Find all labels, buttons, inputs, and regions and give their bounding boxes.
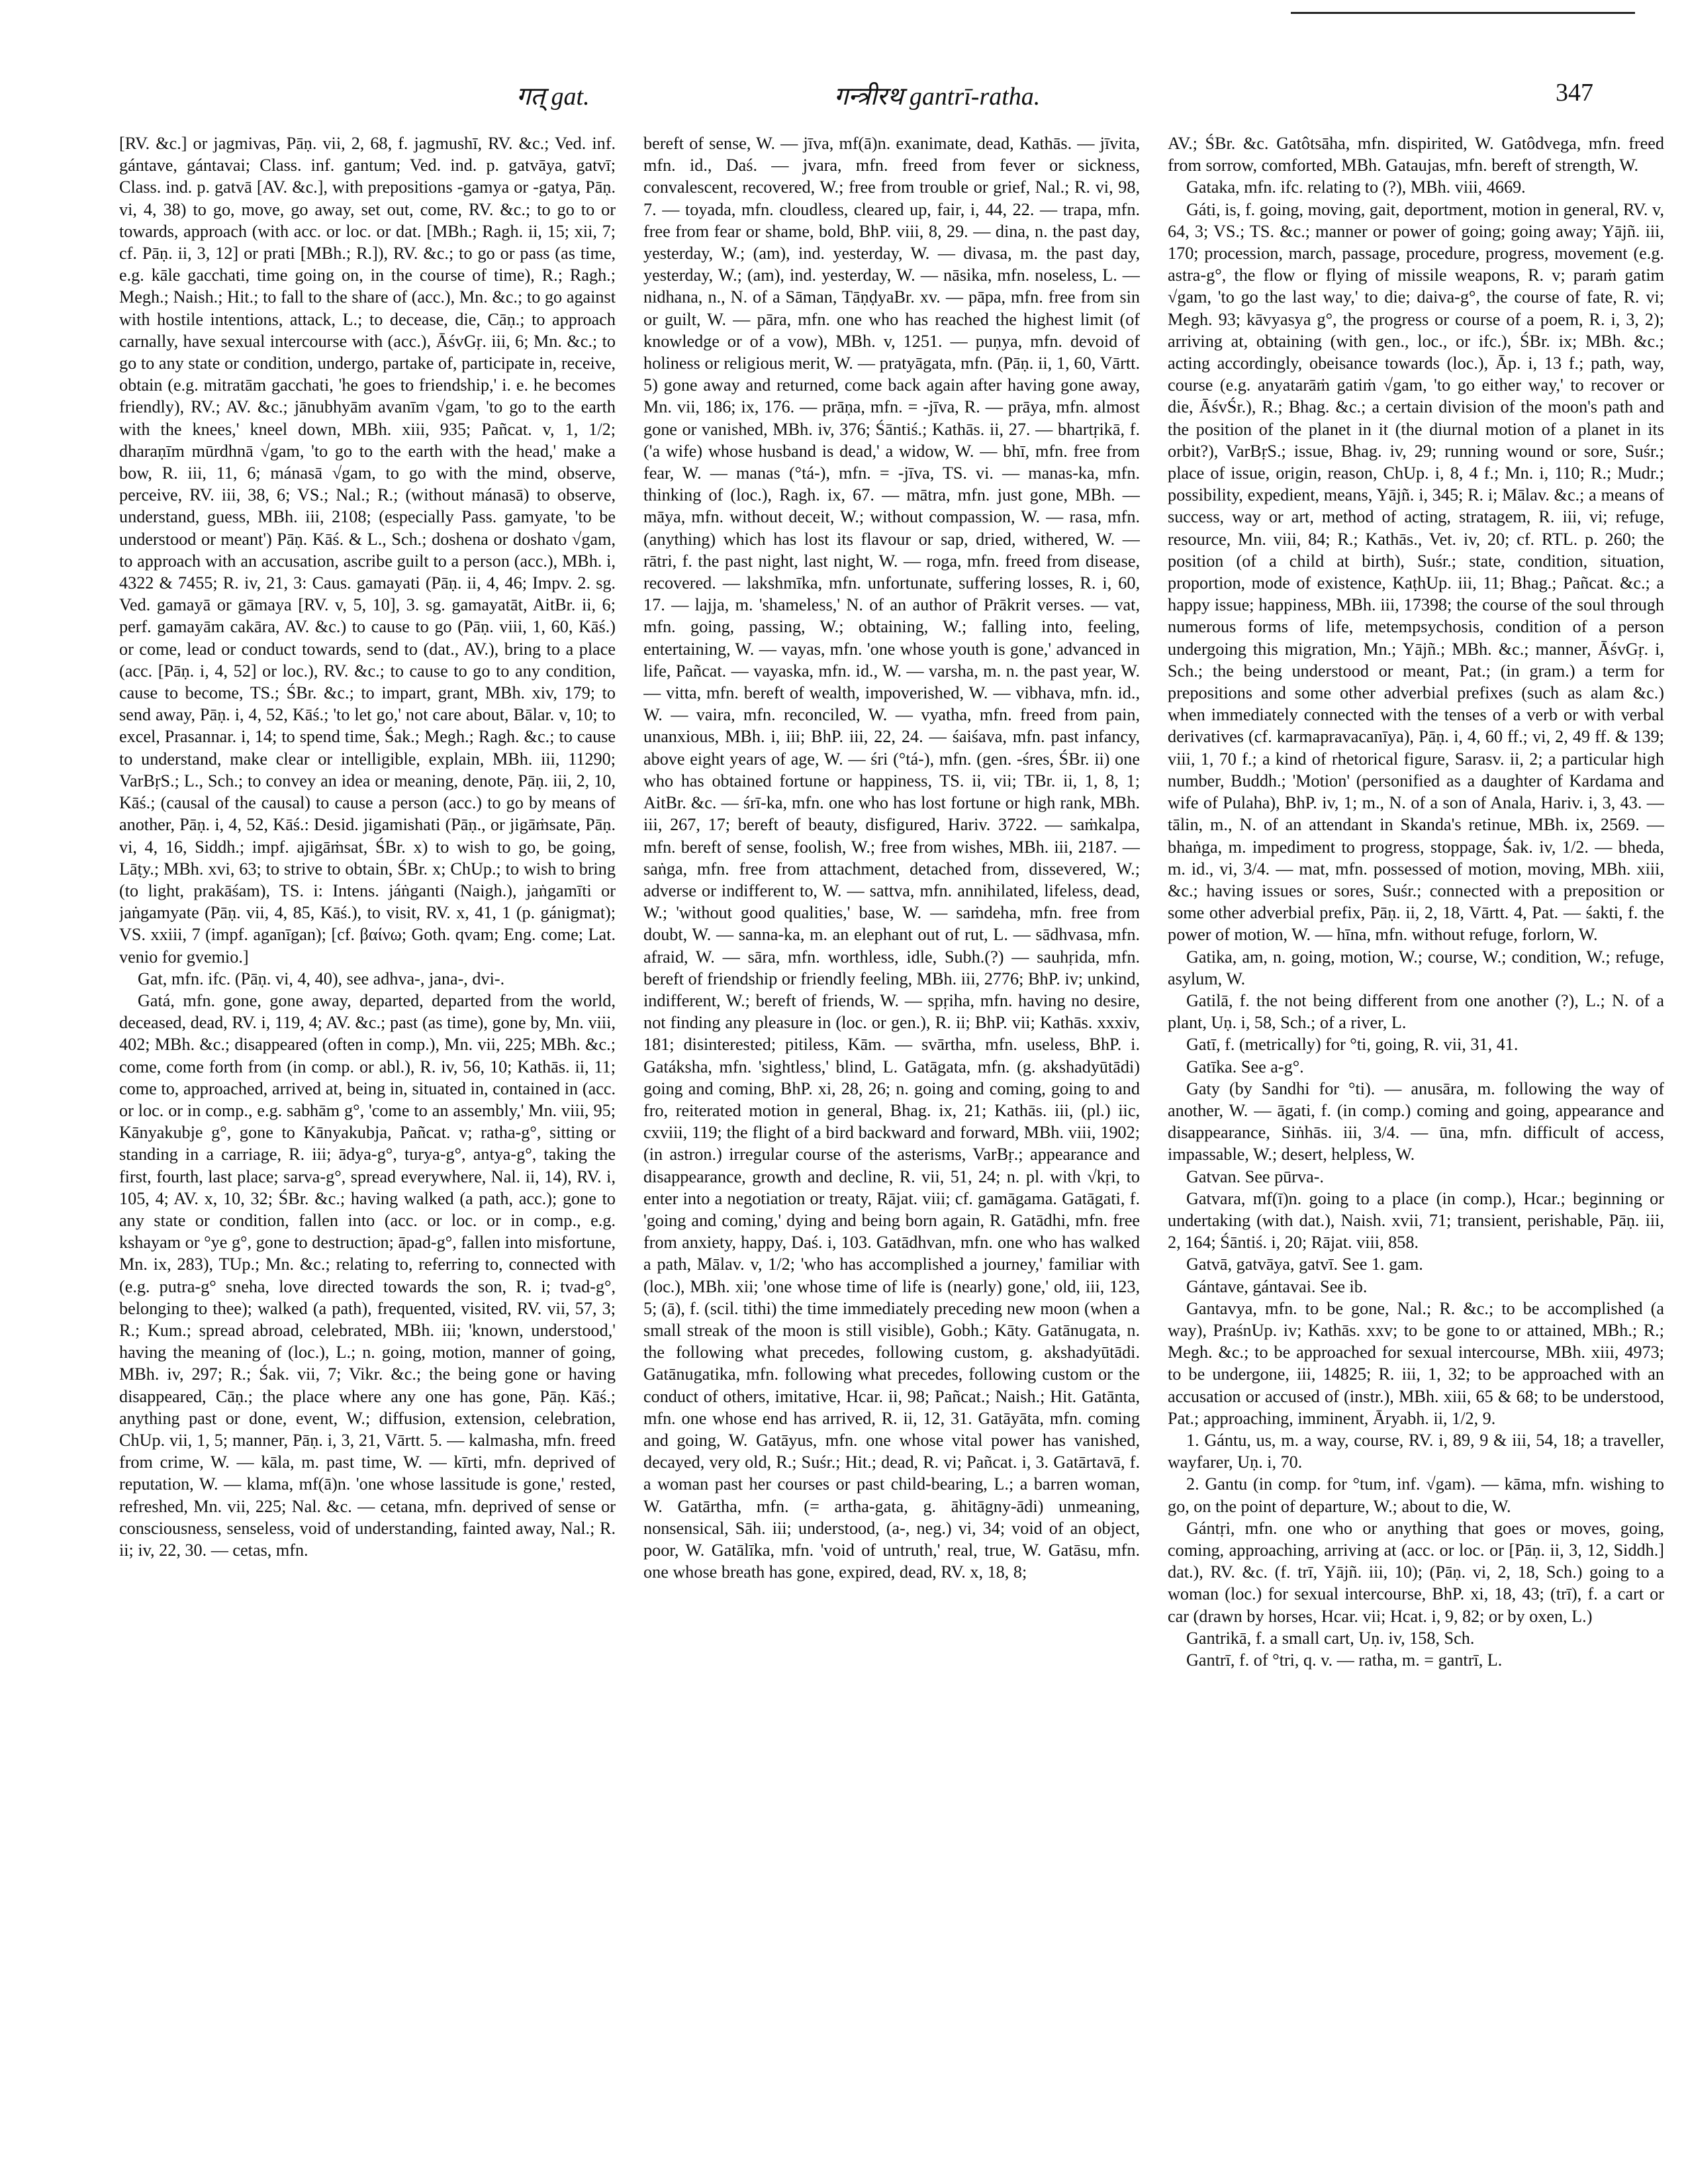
entry-paragraph: Gatilā, f. the not being different from one another (?), L.; N. of a plant, Uṇ. i, 58, Sch.; of a river, L. (1168, 990, 1664, 1033)
entry-paragraph: Gatī, f. (metrically) for °ti, going, R. vii, 31, 41. (1186, 1035, 1519, 1055)
entry-paragraph: 2. Gantu (in comp. for °tum, inf. √gam). — kāma, mfn. wishing to go, on the point of departure, W.; about to die, W. (1168, 1474, 1664, 1516)
entry-paragraph: Gatvan. See pūrva-. (1186, 1166, 1324, 1186)
column-middle (643, 132, 1140, 2171)
page-header (106, 78, 1593, 131)
header-center-headword: गन्त्रीरथ gantrī-ratha. (834, 83, 1041, 111)
entry-paragraph: bereft of sense, W. — jīva, mf(ā)n. exanimate, dead, Kathās. — jīvita, mfn. id., Daś. — jvara, mfn. freed from fever or sickness, convalescent, recovered, W.; free from trouble or grief, Nal.; R. vi, 98, 7. — toyada, mfn. cloudless, cleared up, fair, i, 44, 22. — trapa, mfn. free from fear or shame, bold, BhP. viii, 8, 29. — dina, n. the past day, yesterday, W.; (am), ind. yesterday, W. — divasa, m. the past day, yesterday, W.; (am), ind. yesterday, W. — nāsika, mfn. noseless, L. — nidhana, n., N. of a Sāman, TāṇḍyaBr. xv. — pāpa, mfn. free from sin or guilt, W. — pāra, mfn. one who has reached the highest limit (of knowledge or of a vow), MBh. v, 1251. — puṇya, mfn. devoid of holiness or religious merit, W. — pratyāgata, mfn. (Pāṇ. ii, 1, 60, Vārtt. 5) gone away and returned, come back again after having gone away, Mn. vii, 186; ix, 176. — prāṇa, mfn. = -jīva, R. — prāya, mfn. almost gone or vanished, MBh. iv, 376; Śāntiś.; Kathās. ii, 27. — bhartṛikā, f. ('a wife) whose husband is dead,' a widow, W. — bhī, mfn. free from fear, W. — manas (°tá-), mfn. = -jīva, TS. vi. — manas-ka, mfn. thinking of (loc.), Ragh. ix, 67. — mātra, mfn. just gone, MBh. — māya, mfn. without deceit, W.; without compassion, W. — rasa, mfn. (anything) which has lost its flavour or sap, dried, withered, W. — rātri, f. the past night, last night, W. — roga, mfn. freed from disease, recovered. — lakshmīka, mfn. unfortunate, suffering losses, R. i, 60, 17. — lajja, m. 'shameless,' N. of an author of Prākrit verses. — vat, mfn. going, passing, W.; obtaining, W.; falling into, feeling, entertaining, W. — vayas, mfn. 'one whose youth is gone,' advanced in life, Pañcat. — vayaska, mfn. id., W. — varsha, m. n. the past year, W. — vitta, mfn. bereft of wealth, impoverished, W. — vibhava, mfn. id., W. — vaira, mfn. reconciled, W. — vyatha, mfn. freed from pain, unanxious, MBh. i, iii; BhP. iii, 22, 24. — śaiśava, mfn. past infancy, above eight years of age, W. — śri (°tá-), mfn. (gen. -śres, ŚBr. ii) one who has obtained fortune or happiness, TS. ii, vii; TBr. ii, 1, 8, 1; AitBr. &c. — śrī-ka, mfn. one who has lost fortune or high rank, MBh. iii, 267, 17; bereft of beauty, disfigured, Hariv. 3722. — saṁkalpa, mfn. bereft of sense, foolish, W.; free from wishes, MBh. iii, 2187. — saṅga, mfn. free from attachment, detached from, dissevered, W.; adverse or indifferent to, W. — sattva, mfn. annihilated, lifeless, dead, W.; 'without good qualities,' base, W. — saṁdeha, mfn. free from doubt, W. — sanna-ka, m. an elephant out of rut, L. — sādhvasa, mfn. afraid, W. — sāra, mfn. worthless, idle, Subh.(?) — sauhṛida, mfn. bereft of friendship or friendly feeling, MBh. iii, 2776; BhP. iv; unkind, indifferent, W.; bereft of friends, W. — spṛiha, mfn. having no desire, not finding any pleasure in (loc. or gen.), R. ii; BhP. vii; Kathās. xxxiv, 181; disinterested; pitiless, Kām. — svārtha, mfn. useless, BhP. i. Gatáksha, mfn. 'sightless,' blind, L. Gatāgata, mfn. (g. akshadyūtādi) going and coming, BhP. xi, 28, 26; n. going and coming, going to and fro, reiterated motion in general, Bhag. ix, 21; Kathās. iii, (pl.) iic, cxviii, 119; the flight of a bird backward and forward, MBh. viii, 1902; (in astron.) irregular course of the asterisms, VarBṛ.; appearance and disappearance, growth and decline, R. vii, 51, 24; n. pl. with √kṛi, to enter into a negotiation or treaty, Rājat. viii; cf. gamāgama. Gatāgati, f. 'going and coming,' dying and being born again, R. Gatādhi, mfn. free from anxiety, happy, Daś. i, 103. Gatādhvan, mfn. one who has walked a path, Mālav. v, 1/2; 'who has accomplished a journey,' familiar with (loc.), MBh. xii; 'one whose time of life is (nearly) gone,' old, iii, 123, 5; (ā), f. (scil. tithi) the time immediately preceding new moon (when a small streak of the moon is still visible), Gobh.; Kāty. Gatānugata, n. the following what precedes, following custom, g. akshadyūtādi. Gatānugatika, mfn. following what precedes, following custom or the conduct of others, imitative, Hcar. ii, 98; Pañcat.; Naish.; Hit. Gatānta, mfn. one whose end has arrived, R. ii, 12, 31. Gatāyāta, mfn. coming and going, W. Gatāyus, mfn. one whose vital power has vanished, decayed, very old, R.; Suśr.; Hit.; dead, R. vi; Pañcat. i, 3. Gatārtavā, f. a woman past her courses or past child-bearing, L.; a barren woman, W. Gatārtha, mfn. (= artha-gata, g. āhitāgny-ādi) unmeaning, nonsensical, Sāh. iii; understood, (a-, neg.) vi, 34; void of an object, poor, W. Gatālīka, mfn. 'void of untruth,' real, true, W. Gatāsu, mfn. one whose breath has gone, expired, dead, RV. x, 18, 8; (643, 134, 1140, 1582)
page-number: 347 (1556, 79, 1593, 107)
entry-paragraph: Gántave, gántavai. See ib. (1186, 1276, 1368, 1296)
entry-paragraph: Gantrikā, f. a small cart, Uṇ. iv, 158, Sch. (1186, 1628, 1475, 1648)
entry-paragraph: Gántṛi, mfn. one who or anything that goes or moves, going, coming, approaching, arriving at (acc. or loc. or [Pāṇ. ii, 3, 12, Siddh.] dat.), RV. &c. (f. trī, Yājñ. iii, 10); (Pāṇ. vi, 2, 18, Sch.) going to a woman (loc.) for sexual intercourse, BhP. xi, 18, 43; (trī), f. a cart or car (drawn by horses, Hcar. vii; Hcat. i, 9, 82; or by oxen, L.) (1168, 1518, 1664, 1626)
entry-paragraph: Gantrī, f. of °tri, q. v. — ratha, m. = gantrī, L. (1186, 1650, 1503, 1670)
top-rule (1291, 12, 1635, 14)
entry-paragraph: 1. Gántu, us, m. a way, course, RV. i, 89, 9 & iii, 54, 18; a traveller, wayfarer, Uṇ. i, 70. (1168, 1430, 1664, 1472)
entry-paragraph: Gáti, is, f. going, moving, gait, deportment, motion in general, RV. v, 64, 3; VS.; TS. &c.; manner or power of going; going away; Yājñ. iii, 170; procession, march, passage, procedure, progress, movement (e.g. astra-g°, the flow or flying of missile weapons, R. v; paraṁ gatim √gam, 'to go the last way,' to die; daiva-g°, the course of fate, R. vi; Megh. 93; kāvyasya g°, the progress or course of a poem, R. i, 3, 2); arriving at, obtaining (with gen., loc., or ifc.), ŚBr. ix; MBh. &c.; acting accordingly, obeisance towards (loc.), Āp. i, 13 f.; path, way, course (e.g. anyatarāṁ gatiṁ √gam, 'to go either way,' to recover or die, ĀśvŚr.), R.; Bhag. &c.; a certain division of the moon's path and the position of the planet in it (the diurnal motion of a planet in its orbit?), VarBṛS.; issue, Bhag. iv, 29; running wound or sore, Suśr.; place of issue, origin, reason, ChUp. i, 8, 4 f.; Mn. i, 110; R.; Mudr.; possibility, expedient, means, Yājñ. i, 345; R. i; Mālav. &c.; a means of success, way or art, method of acting, stratagem, R. iii, vi; refuge, resource, Mn. viii, 84; R.; Kathās., Vet. iv, 20; cf. RTL. p. 260; the position (of a child at birth), Suśr.; state, condition, situation, proportion, mode of existence, KaṭhUp. iii, 11; Bhag.; Pañcat. &c.; a happy issue; happiness, MBh. iii, 17398; the course of the soul through numerous forms of life, metempsychosis, condition of a person undergoing this migration, Mn.; Yājñ.; MBh. &c.; manner, ĀśvGṛ. i, Sch.; the being understood or meant, Pat.; (in gram.) a term for prepositions and some other adverbial prefixes (such as alam &c.) when immediately connected with the tenses of a verb or with verbal derivatives (cf. karmapravacanīya), Pāṇ. i, 4, 60 ff.; vi, 2, 49 ff. & 139; viii, 1, 70 f.; a kind of rhetorical figure, Sarasv. ii, 2; a particular high number, Buddh.; 'Motion' (personified as a daughter of Kardama and wife of Pulaha), BhP. iv, 1; m., N. of a son of Anala, Hariv. i, 3, 43. — tālin, m., N. of an attendant in Skanda's retinue, MBh. ix, 2569. — bhaṅga, m. impediment to progress, stoppage, Śak. iv, 1/2. — bheda, m. id., vi, 3/4. — mat, mfn. possessed of motion, moving, MBh. xiii, &c.; having issues or sores, Suśr.; connected with a preposition or some other adverbial prefix, Pāṇ. ii, 2, 18, Vārtt. 4, Pat. — śakti, f. the power of motion, W. — hīna, mfn. without refuge, forlorn, W. (1168, 199, 1664, 945)
entry-paragraph: Gat, mfn. ifc. (Pāṇ. vi, 4, 40), see adhva-, jana-, dvi-. (138, 969, 505, 988)
entry-paragraph: Gatvara, mf(ī)n. going to a place (in comp.), Hcar.; beginning or undertaking (with dat.), Naish. xvii, 71; transient, perishable, Pāṇ. iii, 2, 164; Śāntiś. i, 20; Rājat. viii, 858. (1168, 1188, 1664, 1253)
text-columns (119, 132, 1675, 2171)
entry-paragraph: Gatá, mfn. gone, gone away, departed, departed from the world, deceased, dead, RV. i, 119, 4; AV. &c.; past (as time), gone by, Mn. viii, 402; MBh. &c.; disappeared (often in comp.), Mn. vii, 225; MBh. &c.; come, come forth from (in comp. or abl.), R. iv, 56, 10; Kathās. ii, 11; come to, approached, arrived at, being in, situated in, contained in (acc. or loc. or in comp., e.g. sabhām g°, 'come to an assembly,' Mn. viii, 95; Kānyakubje g°, gone to Kānyakubja, Pañcat. v; ratha-g°, sitting or standing in a carriage, R. iii; ādya-g°, turya-g°, antya-g°, taking the first, fourth, last place; sarva-g°, spread everywhere, Nal. ii, 14), RV. i, 105, 4; AV. x, 10, 32; ŚBr. &c.; having walked (a path, acc.); gone to any state or condition, fallen into (acc. or loc. or in comp., e.g. kshayam or °ye g°, gone to destruction; āpad-g°, fallen into misfortune, Mn. ix, 283), TUp.; Mn. &c.; relating to, referring to, connected with (e.g. putra-g° sneha, love directed towards the son, R. i; tvad-g°, belonging to thee); walked (a path), frequented, visited, RV. vii, 57, 3; R.; Kum.; spread abroad, celebrated, MBh. iii; 'known, understood,' having the meaning of (loc.), L.; n. going, motion, manner of going, MBh. iv, 297; R.; Śak. vii, 7; Vikr. &c.; the being gone or having disappeared, Cāṇ.; the place where any one has gone, Pāṇ. Kāś.; anything past or done, event, W.; diffusion, extension, celebration, ChUp. vii, 1, 5; manner, Pāṇ. i, 3, 21, Vārtt. 5. — kalmasha, mfn. freed from crime, W. — kāla, m. past time, W. — kīrti, mfn. deprived of reputation, W. — klama, mf(ā)n. 'one whose lassitude is gone,' rested, refreshed, Mn. vii, 225; Nal. &c. — cetana, mfn. deprived of sense or consciousness, senseless, void of understanding, fainted away, Nal.; R. ii; iv, 22, 30. — cetas, mfn. (119, 990, 616, 1560)
entry-paragraph: Gatīka. See a-g°. (1186, 1057, 1304, 1076)
entry-paragraph: Gatvā, gatvāya, gatvī. See 1. gam. (1186, 1255, 1423, 1274)
entry-paragraph: Gantavya, mfn. to be gone, Nal.; R. &c.; to be accomplished (a way), PraśnUp. iv; Kathās. xxv; to be gone to or attained, MBh.; R.; Megh. &c.; to be approached for sexual intercourse, MBh. xiii, 4973; to be undergone, iii, 14825; R. iii, 1, 32; to be approached with an accusation or accused of (instr.), MBh. xiii, 65 & 68; to be understood, Pat.; approaching, imminent, Āryabh. ii, 1/2, 9. (1168, 1298, 1664, 1428)
entry-paragraph: AV.; ŚBr. &c. Gatôtsāha, mfn. dispirited, W. Gatôdvega, mfn. freed from sorrow, comforted, MBh. Gataujas, mfn. bereft of strength, W. (1168, 134, 1664, 175)
entry-paragraph: Gaty (by Sandhi for °ti). — anusāra, m. following the way of another, W. — āgati, f. (in comp.) coming and going, appearance and disappearance, Siṅhās. iii, 3/4. — ūna, mfn. difficult of access, impassable, W.; desert, helpless, W. (1168, 1078, 1664, 1164)
entry-paragraph: [RV. &c.] or jagmivas, Pāṇ. vii, 2, 68, f. jagmushī, RV. &c.; Ved. inf. gántave, gántavai; Class. inf. gantum; Ved. ind. p. gatvāya, gatvī; Class. ind. p. gatvā [AV. &c.], with prepositions -gamya or -gatya, Pāṇ. vi, 4, 38) to go, move, go away, set out, come, RV. &c.; to go to or towards, approach (with acc. or loc. or dat. [MBh.; Ragh. ii, 15; xii, 7; cf. Pāṇ. ii, 3, 12] or prati [MBh.; R.]), RV. &c.; to go or pass (as time, e.g. kāle gacchati, time going on, in the course of time), R.; Ragh.; Megh.; Naish.; Hit.; to fall to the share of (acc.), Mn. &c.; to go against with hostile intentions, attack, L.; to decease, die, Cāṇ.; to approach carnally, have sexual intercourse with (acc.), ĀśvGṛ. iii, 6; Mn. &c.; to go to any state or condition, undergo, partake of, participate in, receive, obtain (e.g. mitratām gacchati, 'he goes to friendship,' i. e. he becomes friendly), RV.; AV. &c.; jānubhyām avanīm √gam, 'to go to the earth with the knees,' kneel down, MBh. xiii, 935; Pañcat. v, 1, 1/2; dharaṇīm mūrdhnā √gam, 'to go to the earth with the head,' make a bow, R. iii, 11, 6; mánasā √gam, to go with the mind, observe, perceive, RV. iii, 38, 6; VS.; Nal.; R.; (without mánasā) to observe, understand, guess, MBh. iii, 2108; (especially Pass. gamyate, 'to be understood or meant') Pāṇ. Kāś. & L., Sch.; doshena or doshato √gam, to approach with an accusation, ascribe guilt to a person (acc.), MBh. i, 4322 & 7455; R. iv, 21, 3: Caus. gamayati (Pāṇ. ii, 4, 46; Impv. 2. sg. Ved. gamayā or gāmaya [RV. v, 5, 10], 3. sg. gamayatāt, AitBr. ii, 6; perf. gamayām cakāra, AV. &c.) to cause to go (Pāṇ. viii, 1, 60, Kāś.) or come, lead or conduct towards, send to (dat., AV.), bring to a place (acc. [Pāṇ. i, 4, 52] or loc.), RV. &c.; to cause to go to any condition, cause to become, TS.; ŚBr. &c.; to impart, grant, MBh. xiv, 179; to send away, Pāṇ. i, 4, 52, Kāś.; 'to let go,' not care about, Bālar. v, 10; to excel, Prasannar. i, 14; to spend time, Śak.; Megh.; Ragh. &c.; to cause to understand, make clear or intelligible, explain, MBh. iii, 11290; VarBṛS.; L., Sch.; to convey an idea or meaning, denote, Pāṇ. iii, 2, 10, Kāś.; (causal of the causal) to cause a person (acc.) to go by means of another, Pāṇ. i, 4, 52, Kāś.: Desid. jigamishati (Pāṇ., or jigāṁsate, Pāṇ. vi, 4, 16, Siddh.; impf. ajigāṁsat, ŚBr. x) to wish to go, be going, Lāṭy.; MBh. xvi, 63; to strive to obtain, ŚBr. x; ChUp.; to wish to bring (to light, prakāśam), TS. i: Intens. jáṅganti (Naigh.), jaṅgamīti or jaṅgamyate (Pāṇ. vii, 4, 85, Kāś.), to visit, RV. x, 41, 1 (p. gánigmat); VS. xxiii, 7 (impf. aganīgan); [cf. βαίνω; Goth. qvam; Eng. come; Lat. venio for gvemio.] (119, 134, 616, 967)
column-left (119, 132, 616, 2171)
header-left-headword: गत् gat. (516, 83, 590, 111)
column-right (1168, 132, 1664, 2171)
entry-paragraph: Gataka, mfn. ifc. relating to (?), MBh. viii, 4669. (1186, 177, 1526, 197)
entry-paragraph: Gatika, am, n. going, motion, W.; course, W.; condition, W.; refuge, asylum, W. (1168, 947, 1664, 988)
